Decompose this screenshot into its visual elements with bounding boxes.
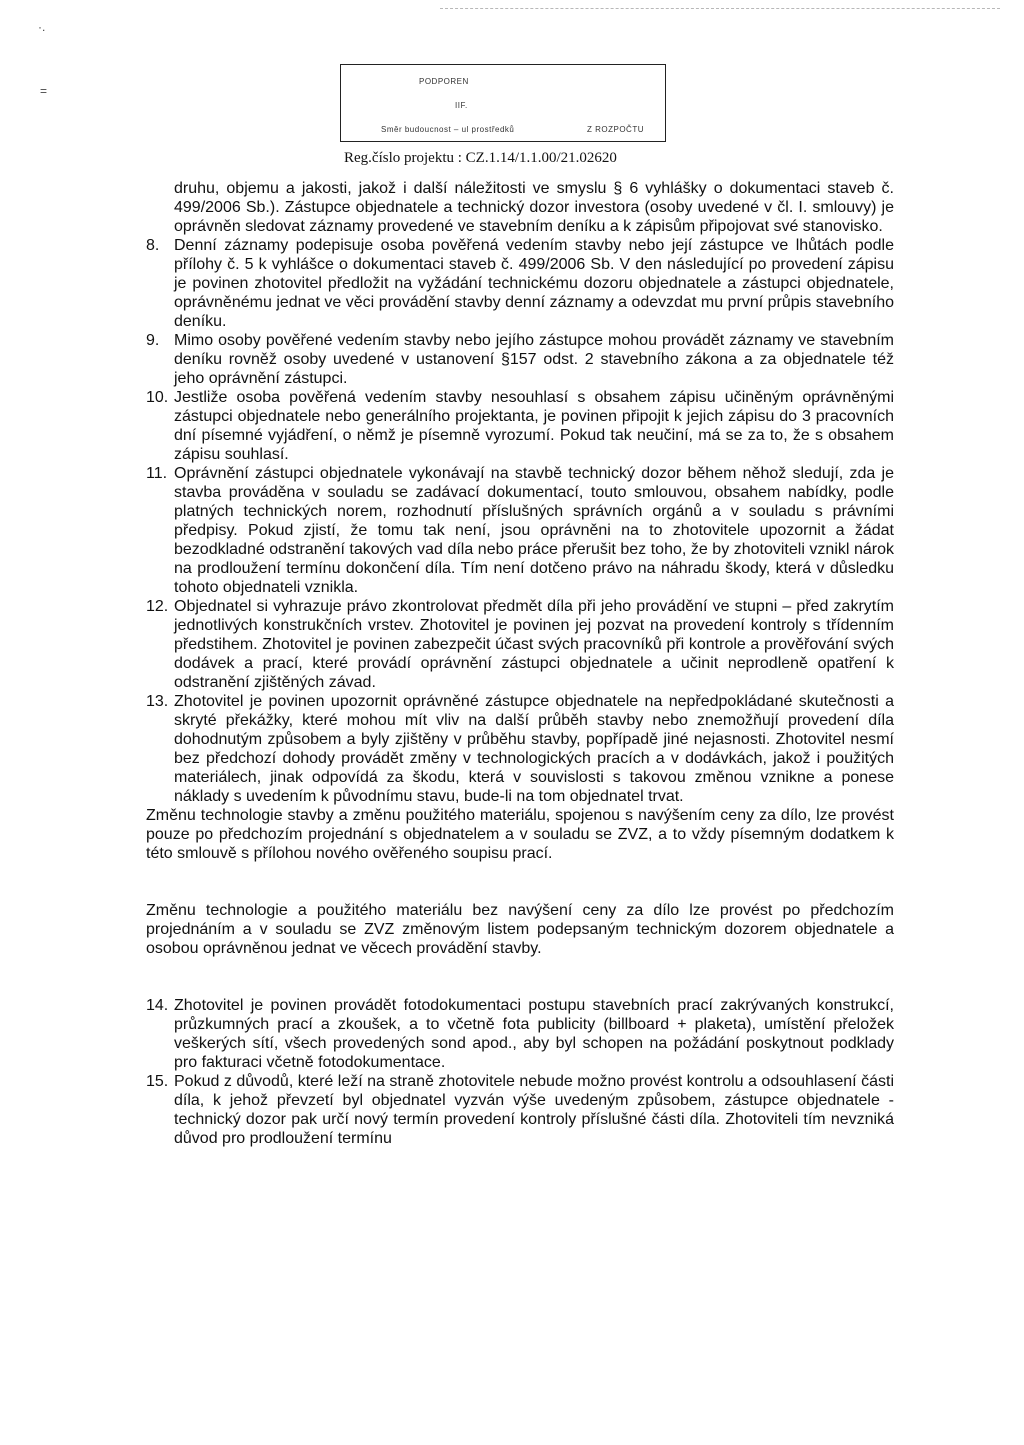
logo-line-3: Směr budoucnost – ul prostředků bbox=[381, 125, 515, 134]
item-number: 8. bbox=[146, 237, 160, 254]
list-item bbox=[146, 331, 894, 388]
item-text: Zhotovitel je povinen provádět fotodokumentaci postupu stavebních prací zakrývaných konstrukcí, průzkumných prací a zkoušek, a to včetně fota publicity (billboard + plaketa), umístění přeložek veškerých sítí, všech provedených sond apod., aby byl schopen na požádání poskytnout podklady pro fakturaci včetně fotodokumentace. bbox=[174, 997, 894, 1071]
list-item bbox=[146, 996, 894, 1072]
funding-logo-box bbox=[340, 64, 666, 142]
technology-change-paragraph: Změnu technologie stavby a změnu použitého materiálu, spojenou s navýšením ceny za dílo, lze provést pouze po předchozím projednání s objednatelem a v souladu se ZVZ, a to vždy písemným dodatkem k této smlouvě s přílohou nového ověřeného soupisu prací. bbox=[146, 807, 894, 862]
intro-text: druhu, objemu a jakosti, jakož i další náležitosti ve smyslu § 6 vyhlášky o dokumentaci staveb č. 499/2006 Sb.). Zástupce objednatele a technický dozor investora (osoby uvedené v čl. I. smlouvy) je oprávněn sledovat záznamy provedené ve stavebním deníku a k zápisům připojovat své stanovisko. bbox=[174, 180, 894, 235]
item-number: 10. bbox=[146, 389, 169, 406]
list-item bbox=[146, 597, 894, 692]
list-item bbox=[146, 1072, 894, 1148]
scan-edge-line bbox=[440, 8, 1000, 9]
item-text: Jestliže osoba pověřená vedením stavby nesouhlasí s obsahem zápisu učiněným oprávněnými zástupci objednatele nebo generálního projektanta, je povinen připojit k jejich zápisu do 3 pracovních dní písemné vyjádření, o němž je písemně vyrozumí. Pokud tak neučiní, má se za to, že s obsahem zápisu souhlasí. bbox=[174, 389, 894, 463]
list-item bbox=[146, 692, 894, 806]
list-item bbox=[146, 236, 894, 331]
spacer bbox=[146, 958, 894, 996]
item-number: 9. bbox=[146, 332, 160, 349]
registration-number: Reg.číslo projektu : CZ.1.14/1.1.00/21.02620 bbox=[344, 150, 617, 166]
item-text: Zhotovitel je povinen upozornit oprávněné zástupce objednatele na nepředpokládané skutečnosti a skryté překážky, které mohou mít vliv na další průběh stavby nebo znemožňují provedení díla dohodnutým způsobem a byly zjištěny v průběhu stavby, popřípadě jiné nejasnosti. Zhotovitel nesmí bez předchozí dohody provádět změny v technologických pracích a v dodávkách, jakož i použitých materiálech, jinak odpovídá za škodu, která v souvislosti s takovou změnou vznikne a ponese náklady s uvedením k původnímu stavu, bude-li na tom objednatel trvat. bbox=[174, 693, 894, 805]
document-body bbox=[146, 179, 894, 1148]
item-text: Oprávnění zástupci objednatele vykonávají na stavbě technický dozor během něhož sledují, zda je stavba prováděna v souladu se zadávací dokumentací, touto smlouvou, obsahem nabídky, podle platných technických norem, rozhodnutí příslušných správních orgánů a v souladu s právními předpisy. Pokud zjistí, že tomu tak není, jsou oprávněni na to zhotovitele upozornit a žádat bezodkladné odstranění takových vad díla nebo práce přerušit bez toho, že by zhotoviteli vznikl nárok na prodloužení termínu dokončení díla. Tím není dotčeno právo na náhradu škody, která v důsledku tohoto objednateli vznikla. bbox=[174, 465, 894, 596]
item-number: 13. bbox=[146, 693, 169, 710]
logo-line-1: PODPOREN bbox=[419, 77, 469, 86]
item-number: 15. bbox=[146, 1073, 169, 1090]
logo-line-2: IIF. bbox=[455, 101, 468, 110]
item-text: Mimo osoby pověřené vedením stavby nebo jejího zástupce mohou provádět záznamy ve stavebním deníku rovněž osoby uvedené v ustanovení §157 odst. 2 stavebního zákona a za objednatele též jeho oprávnění zástupci. bbox=[174, 332, 894, 387]
item-number: 14. bbox=[146, 997, 169, 1014]
list-item bbox=[146, 464, 894, 597]
item-number: 12. bbox=[146, 598, 169, 615]
item-text: Pokud z důvodů, které leží na straně zhotovitele nebude možno provést kontrolu a odsouhlasení části díla, k jehož převzetí byl objednatel vyzván výše uvedeným způsobem, zástupce objednatele - technický dozor pak určí nový termín provedení kontroly příslušné části díla. Zhotoviteli tím nevzniká důvod pro prodloužení termínu bbox=[174, 1073, 894, 1147]
margin-mark-side: = bbox=[40, 84, 48, 98]
item-text: Denní záznamy podepisuje osoba pověřená vedením stavby nebo její zástupce ve lhůtách podle přílohy č. 5 k vyhlášce o dokumentaci staveb č. 499/2006 Sb. V den následující po provedení zápisu je povinen zhotovitel předložit na vyžádání technickému dozoru objednatele a zástupci objednatele, oprávněnému jednat ve věci provádění stavby denní záznamy a odevzdat mu první průpis stavebního deníku. bbox=[174, 237, 894, 330]
spacer bbox=[146, 863, 894, 901]
material-change-paragraph: Změnu technologie a použitého materiálu bez navýšení ceny za dílo lze provést po předchozím projednáním a v souladu se ZVZ změnovým listem podepsaným technickým dozorem objednatele a osobou oprávněnou jednat ve věcech provádění stavby. bbox=[146, 902, 894, 957]
item-number: 11. bbox=[146, 465, 168, 482]
margin-mark-top: ·. bbox=[38, 20, 46, 34]
item-text: Objednatel si vyhrazuje právo zkontrolovat předmět díla při jeho provádění ve stupni – před zakrytím jednotlivých konstrukčních vrstev. Zhotovitel je povinen jej pozvat na provedení kontroly s třídenním předstihem. Zhotovitel je povinen zabezpečit účast svých pracovníků při kontrole a prověřování svých dodávek a prací, které provádí oprávnění zástupci objednatele a učinit neprodleně opatření k odstranění zjištěných závad. bbox=[174, 598, 894, 691]
logo-line-4: Z ROZPOČTU bbox=[587, 125, 644, 134]
list-item bbox=[146, 388, 894, 464]
intro-paragraph bbox=[146, 179, 894, 236]
